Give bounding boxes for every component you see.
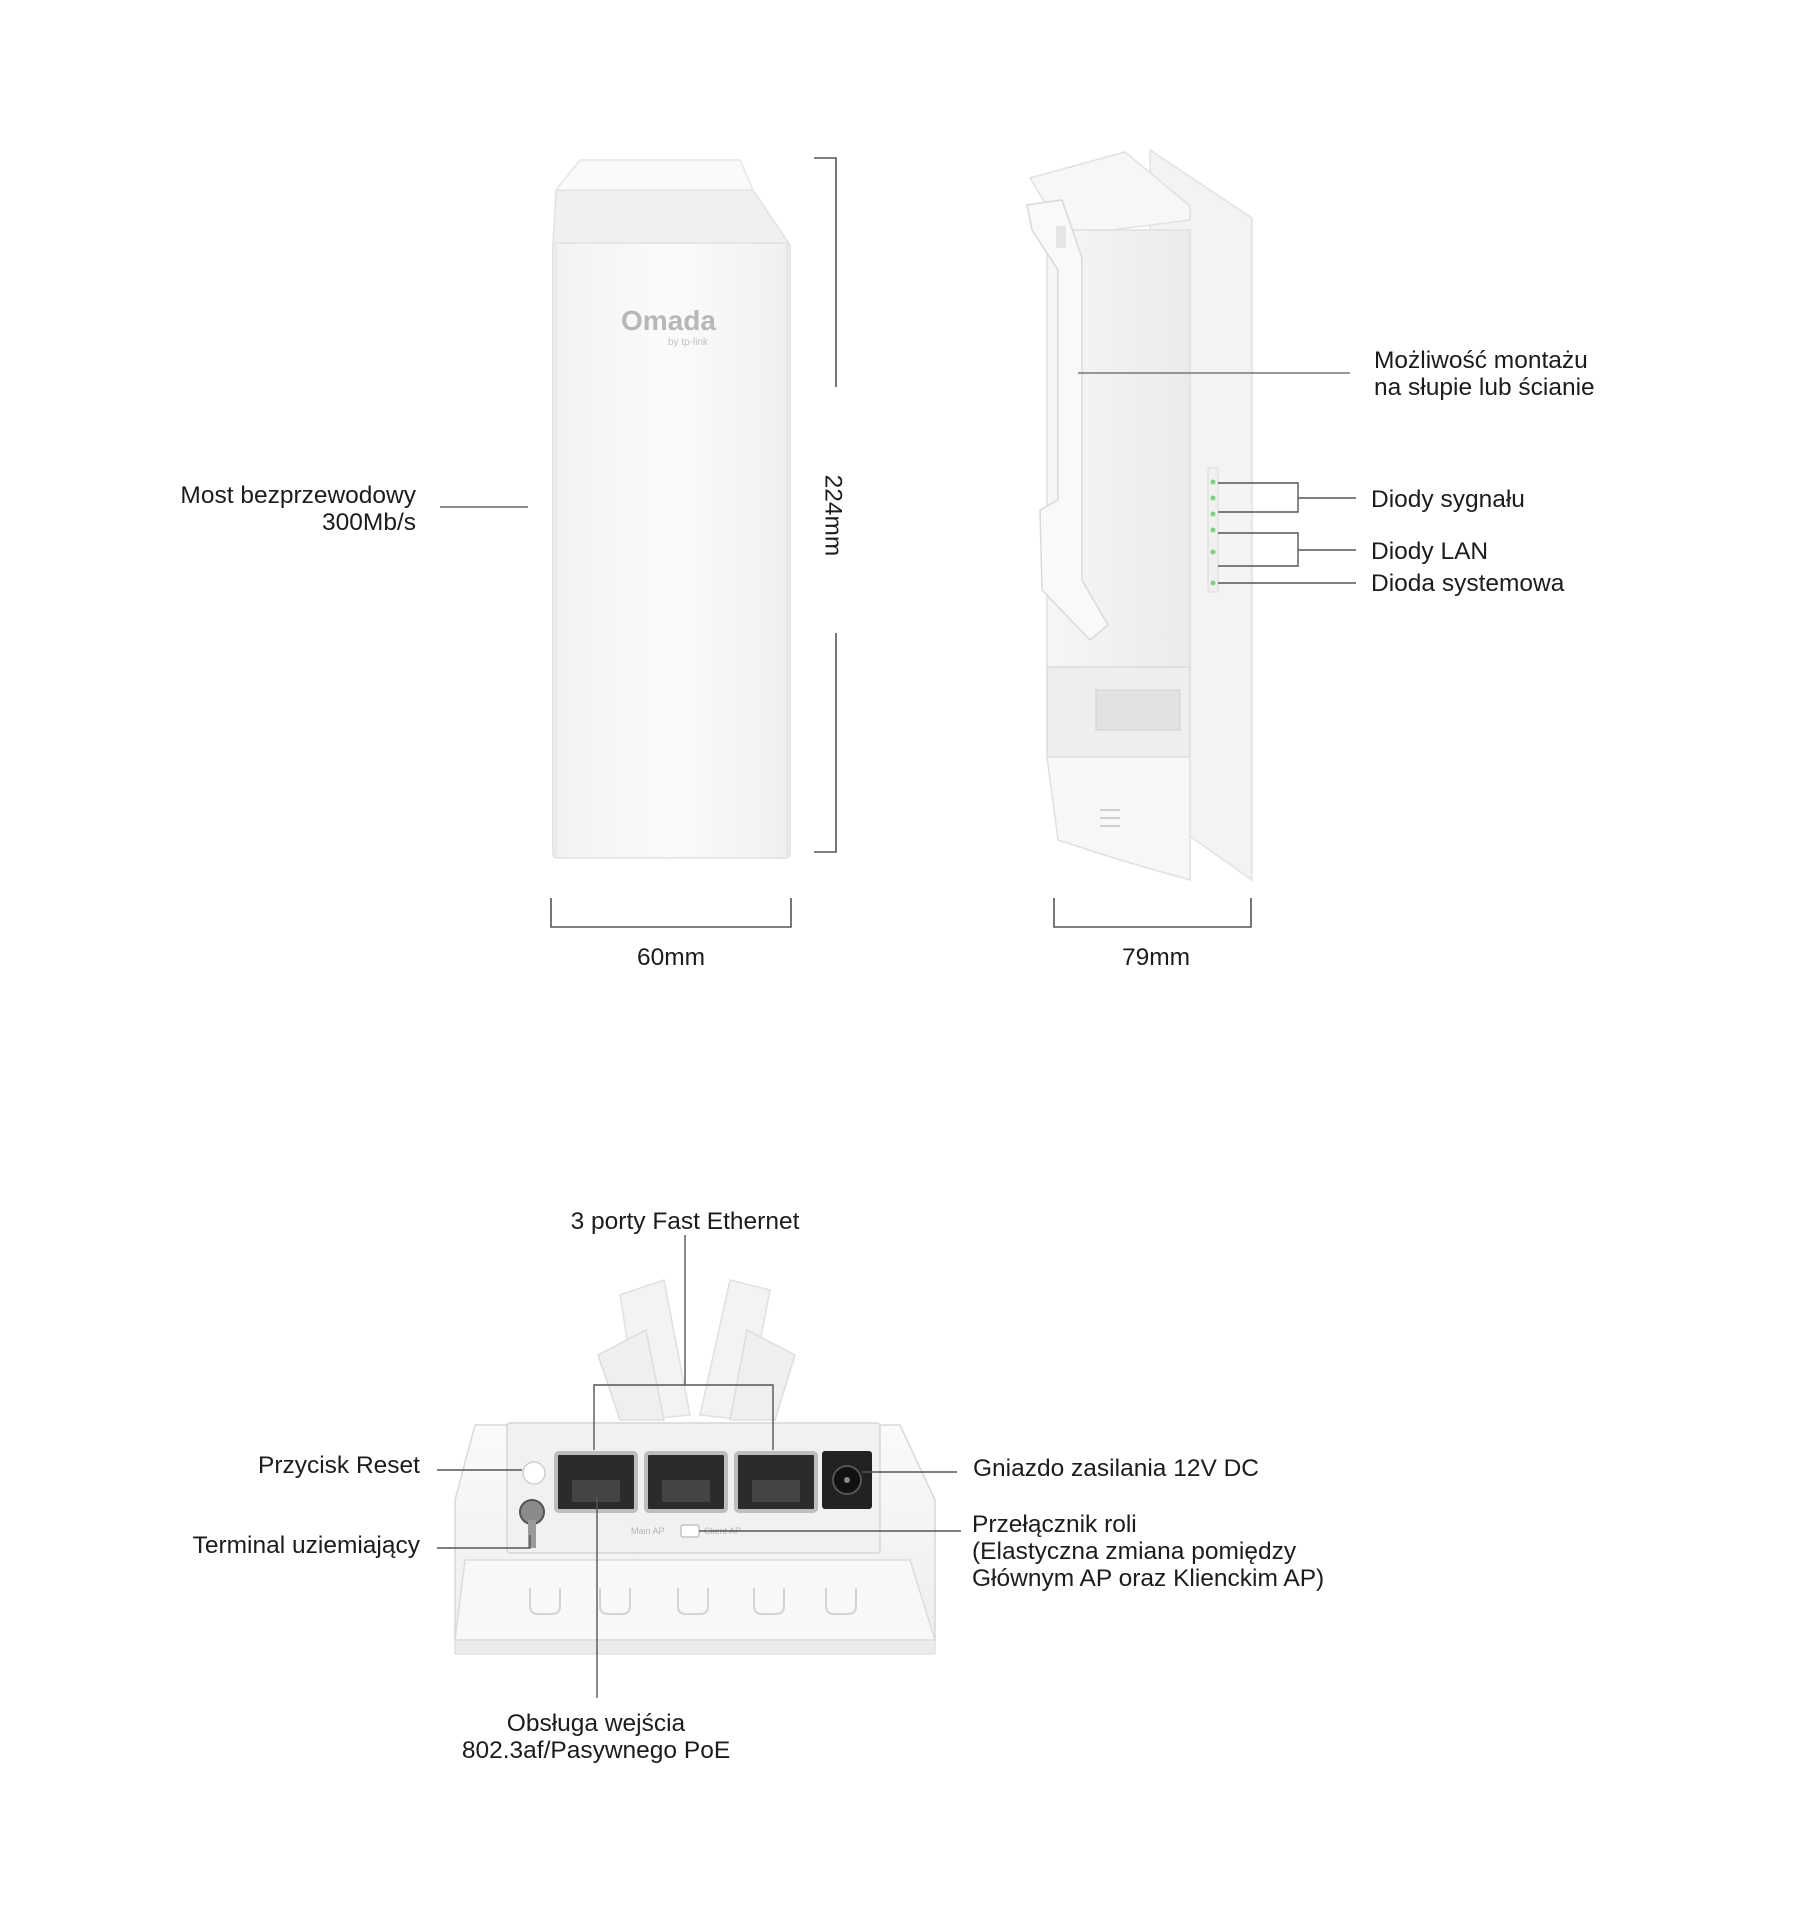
lan-led — [1211, 550, 1216, 555]
signal-led — [1211, 480, 1216, 485]
signal-led — [1211, 496, 1216, 501]
mount-label: Możliwość montażu na słupie lub ścianie — [1374, 347, 1595, 401]
front-view-device — [553, 160, 790, 858]
lan-leds-label: Diody LAN — [1371, 538, 1489, 565]
power-label: Gniazdo zasilania 12V DC — [973, 1455, 1259, 1482]
signal-led — [1211, 512, 1216, 517]
tp-link-logo: by tp-link — [668, 337, 709, 348]
omada-logo: Omada — [621, 305, 716, 336]
ports-label: 3 porty Fast Ethernet — [570, 1208, 800, 1235]
poe-label: Obsługa wejścia 802.3af/Pasywnego PoE — [461, 1710, 731, 1764]
reset-label: Przycisk Reset — [257, 1452, 420, 1479]
ground-label: Terminal uziemiający — [192, 1532, 420, 1559]
svg-text:Client AP: Client AP — [704, 1526, 742, 1536]
reset-button — [523, 1462, 545, 1484]
width-dimension — [551, 898, 791, 927]
lan-led — [1211, 528, 1216, 533]
signal-leds-label: Diody sygnału — [1371, 486, 1525, 513]
system-led-label: Dioda systemowa — [1371, 570, 1565, 597]
system-led — [1211, 581, 1216, 586]
role-switch-label: Przełącznik roli (Elastyczna zmiana pomiędzy Głównym AP oraz Klienckim AP) — [972, 1511, 1325, 1592]
depth-dimension-label: 79mm — [1121, 944, 1191, 971]
svg-text:Main AP: Main AP — [631, 1526, 665, 1536]
width-dimension-label: 60mm — [636, 944, 706, 971]
front-label: Most bezprzewodowy 300Mb/s — [180, 482, 416, 536]
depth-dimension — [1054, 898, 1251, 927]
role-switch — [681, 1525, 699, 1537]
side-view-device — [1027, 150, 1252, 880]
bottom-view-device — [455, 1280, 935, 1654]
height-dimension-label: 224mm — [819, 474, 847, 557]
